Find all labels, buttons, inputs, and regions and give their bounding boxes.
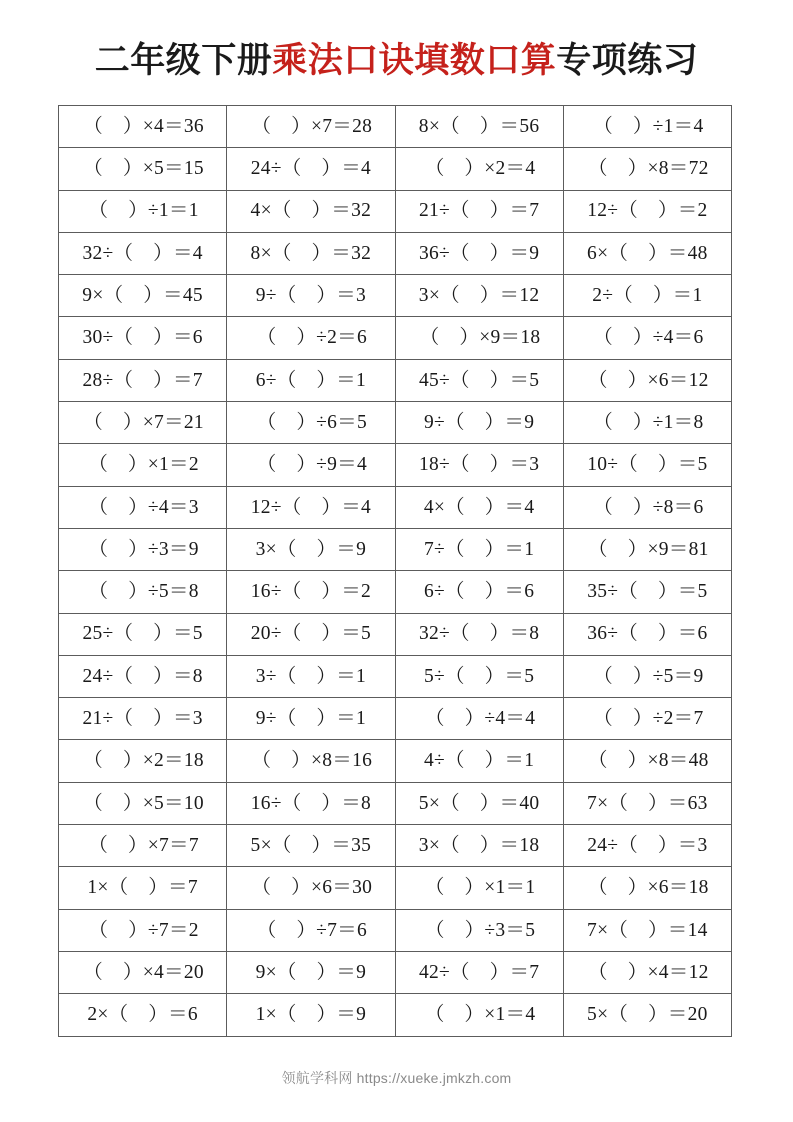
problem-cell[interactable]: 8×（ ）＝56: [395, 106, 563, 148]
table-row: [59, 825, 732, 867]
problem-cell[interactable]: 24÷（ ）＝4: [227, 148, 395, 190]
problem-cell[interactable]: （ ）×8＝16: [227, 740, 395, 782]
problem-cell[interactable]: 4÷（ ）＝1: [395, 740, 563, 782]
problem-cell[interactable]: （ ）÷1＝4: [563, 106, 731, 148]
problem-cell[interactable]: 7×（ ）＝14: [563, 909, 731, 951]
problem-cell[interactable]: 5÷（ ）＝5: [395, 655, 563, 697]
problem-cell[interactable]: （ ）×5＝15: [59, 148, 227, 190]
table-row: [59, 698, 732, 740]
problem-cell[interactable]: 16÷（ ）＝2: [227, 571, 395, 613]
table-row: [59, 909, 732, 951]
problem-cell[interactable]: 32÷（ ）＝4: [59, 232, 227, 274]
table-row: [59, 317, 732, 359]
problem-cell[interactable]: 35÷（ ）＝5: [563, 571, 731, 613]
problem-cell[interactable]: （ ）÷2＝6: [227, 317, 395, 359]
problem-cell[interactable]: （ ）÷7＝6: [227, 909, 395, 951]
problem-cell[interactable]: （ ）×4＝20: [59, 951, 227, 993]
problem-cell[interactable]: （ ）×5＝10: [59, 782, 227, 824]
problem-cell[interactable]: 42÷（ ）＝7: [395, 951, 563, 993]
table-row: [59, 571, 732, 613]
problems-table-container: [58, 105, 732, 1037]
page-title-suffix: 专项练习: [556, 41, 699, 80]
problem-cell[interactable]: 5×（ ）＝20: [563, 994, 731, 1036]
table-row: [59, 232, 732, 274]
problems-table: [58, 105, 732, 1037]
problem-cell[interactable]: （ ）×4＝36: [59, 106, 227, 148]
table-row: [59, 994, 732, 1036]
problem-cell[interactable]: 18÷（ ）＝3: [395, 444, 563, 486]
table-row: [59, 528, 732, 570]
footer-credit: 领航学科网 https://xueke.jmkzh.com: [281, 1070, 512, 1086]
problem-cell[interactable]: （ ）×1＝1: [395, 867, 563, 909]
problem-cell[interactable]: （ ）×2＝4: [395, 148, 563, 190]
problem-cell[interactable]: （ ）÷7＝2: [59, 909, 227, 951]
problem-cell[interactable]: （ ）×7＝7: [59, 825, 227, 867]
problem-cell[interactable]: 3×（ ）＝12: [395, 275, 563, 317]
problem-cell[interactable]: 7×（ ）＝63: [563, 782, 731, 824]
problem-cell[interactable]: 8×（ ）＝32: [227, 232, 395, 274]
problem-cell[interactable]: 2×（ ）＝6: [59, 994, 227, 1036]
problem-cell[interactable]: （ ）×8＝48: [563, 740, 731, 782]
problem-cell[interactable]: （ ）÷5＝8: [59, 571, 227, 613]
problem-cell[interactable]: 6÷（ ）＝1: [227, 359, 395, 401]
problem-cell[interactable]: （ ）×8＝72: [563, 148, 731, 190]
problem-cell[interactable]: （ ）÷3＝9: [59, 528, 227, 570]
problem-cell[interactable]: 21÷（ ）＝3: [59, 698, 227, 740]
table-row: [59, 782, 732, 824]
table-row: [59, 402, 732, 444]
problem-cell[interactable]: 10÷（ ）＝5: [563, 444, 731, 486]
problem-cell[interactable]: 1×（ ）＝7: [59, 867, 227, 909]
problem-cell[interactable]: （ ）÷4＝6: [563, 317, 731, 359]
table-row: [59, 148, 732, 190]
problem-cell[interactable]: （ ）÷4＝3: [59, 486, 227, 528]
problem-cell[interactable]: （ ）÷4＝4: [395, 698, 563, 740]
problem-cell[interactable]: 24÷（ ）＝8: [59, 655, 227, 697]
table-row: [59, 867, 732, 909]
table-row: [59, 190, 732, 232]
page-title-highlight: 乘法口诀填数口算: [272, 41, 557, 80]
problem-cell[interactable]: 36÷（ ）＝9: [395, 232, 563, 274]
problem-cell[interactable]: （ ）÷1＝1: [59, 190, 227, 232]
problem-cell[interactable]: （ ）×9＝18: [395, 317, 563, 359]
problem-cell[interactable]: 28÷（ ）＝7: [59, 359, 227, 401]
problem-cell[interactable]: 9÷（ ）＝1: [227, 698, 395, 740]
table-row: [59, 275, 732, 317]
problem-cell[interactable]: 6×（ ）＝48: [563, 232, 731, 274]
problem-cell[interactable]: （ ）×6＝18: [563, 867, 731, 909]
problem-cell[interactable]: 32÷（ ）＝8: [395, 613, 563, 655]
table-row: [59, 444, 732, 486]
problem-cell[interactable]: 45÷（ ）＝5: [395, 359, 563, 401]
problem-cell[interactable]: （ ）÷6＝5: [227, 402, 395, 444]
problems-table-body: [59, 106, 732, 1037]
page-title-prefix: 二年级下册: [94, 41, 273, 80]
problem-cell[interactable]: 20÷（ ）＝5: [227, 613, 395, 655]
problem-cell[interactable]: （ ）×9＝81: [563, 528, 731, 570]
problem-cell[interactable]: 4×（ ）＝32: [227, 190, 395, 232]
problem-cell[interactable]: （ ）×1＝2: [59, 444, 227, 486]
problem-cell[interactable]: （ ）×1＝4: [395, 994, 563, 1036]
problem-cell[interactable]: （ ）×2＝18: [59, 740, 227, 782]
problem-cell[interactable]: 24÷（ ）＝3: [563, 825, 731, 867]
problem-cell[interactable]: 3×（ ）＝9: [227, 528, 395, 570]
problem-cell[interactable]: 25÷（ ）＝5: [59, 613, 227, 655]
table-row: [59, 359, 732, 401]
problem-cell[interactable]: 3×（ ）＝18: [395, 825, 563, 867]
problem-cell[interactable]: 30÷（ ）＝6: [59, 317, 227, 359]
problem-cell[interactable]: 16÷（ ）＝8: [227, 782, 395, 824]
problem-cell[interactable]: （ ）×6＝30: [227, 867, 395, 909]
problem-cell[interactable]: 21÷（ ）＝7: [395, 190, 563, 232]
problem-cell[interactable]: （ ）×4＝12: [563, 951, 731, 993]
problem-cell[interactable]: 36÷（ ）＝6: [563, 613, 731, 655]
table-row: [59, 740, 732, 782]
table-row: [59, 106, 732, 148]
problem-cell[interactable]: （ ）÷5＝9: [563, 655, 731, 697]
table-row: [59, 486, 732, 528]
problem-cell[interactable]: 12÷（ ）＝4: [227, 486, 395, 528]
problem-cell[interactable]: （ ）÷3＝5: [395, 909, 563, 951]
problem-cell[interactable]: 5×（ ）＝35: [227, 825, 395, 867]
problem-cell[interactable]: （ ）÷2＝7: [563, 698, 731, 740]
problem-cell[interactable]: 12÷（ ）＝2: [563, 190, 731, 232]
problem-cell[interactable]: （ ）×6＝12: [563, 359, 731, 401]
problem-cell[interactable]: 5×（ ）＝40: [395, 782, 563, 824]
table-row: [59, 951, 732, 993]
problem-cell[interactable]: 6÷（ ）＝6: [395, 571, 563, 613]
problem-cell[interactable]: 1×（ ）＝9: [227, 994, 395, 1036]
problem-cell[interactable]: 7÷（ ）＝1: [395, 528, 563, 570]
table-row: [59, 655, 732, 697]
problem-cell[interactable]: 9×（ ）＝9: [227, 951, 395, 993]
problem-cell[interactable]: 3÷（ ）＝1: [227, 655, 395, 697]
problem-cell[interactable]: （ ）÷1＝8: [563, 402, 731, 444]
problem-cell[interactable]: 9÷（ ）＝3: [227, 275, 395, 317]
problem-cell[interactable]: （ ）÷9＝4: [227, 444, 395, 486]
page-title: [0, 0, 793, 84]
problem-cell[interactable]: （ ）×7＝21: [59, 402, 227, 444]
problem-cell[interactable]: 4×（ ）＝4: [395, 486, 563, 528]
problem-cell[interactable]: （ ）÷8＝6: [563, 486, 731, 528]
problem-cell[interactable]: 2÷（ ）＝1: [563, 275, 731, 317]
table-row: [59, 613, 732, 655]
problem-cell[interactable]: 9×（ ）＝45: [59, 275, 227, 317]
problem-cell[interactable]: （ ）×7＝28: [227, 106, 395, 148]
problem-cell[interactable]: 9÷（ ）＝9: [395, 402, 563, 444]
